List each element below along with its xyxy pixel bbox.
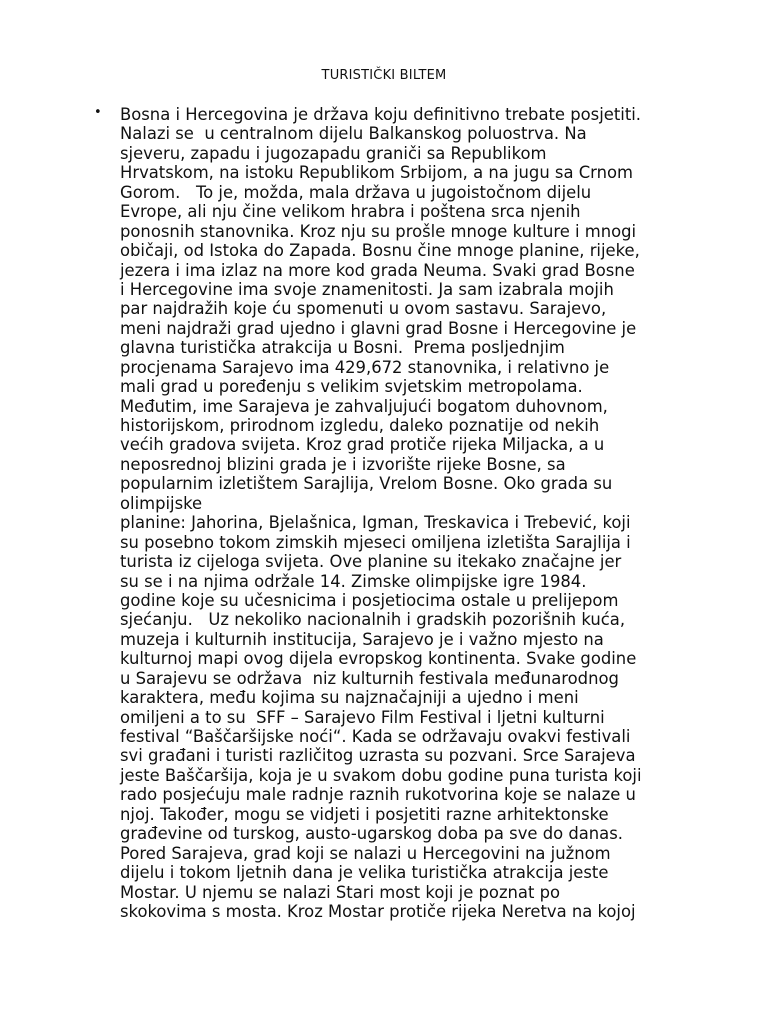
text-line: festival “Baščaršijske noći“. Kada se održavaju ovakvi festivali xyxy=(120,727,631,746)
text-line: rado posjećuju male radnje raznih rukotvorina koje se nalaze u xyxy=(120,785,636,805)
text-line: neposrednoj blizini grada je i izvorište rijeke Bosne, sa xyxy=(120,454,566,474)
text-line: godine koje su učesnicima i posjetiocima ostale u prelijepom xyxy=(120,590,619,610)
text-line: Hrvatskom, na istoku Republikom Srbijom, a na jugu sa Crnom xyxy=(120,163,634,183)
text-line: većih gradova svijeta. Kroz grad protiče rijeka Miljacka, a u xyxy=(120,435,605,455)
text-line: jezera i ima izlaz na more kod grada Neuma. Svaki grad Bosne xyxy=(120,260,635,280)
text-line: planine: Jahorina, Bjelašnica, Igman, Treskavica i Trebević, koji xyxy=(120,513,631,533)
text-line: karaktera, među kojima su najznačajniji a ujedno i meni xyxy=(120,688,579,708)
text-line: Bosna i Hercegovina je država koju definitivno trebate posjetiti. xyxy=(120,105,642,124)
bullet-point: • xyxy=(94,105,102,120)
text-line: par najdražih koje ću spomenuti u ovom sastavu. Sarajevo, xyxy=(120,299,607,319)
text-line: sjeveru, zapadu i jugozapadu graniči sa Republikom xyxy=(120,143,547,163)
text-line: u Sarajevu se održava niz kulturnih festivala međunarodnog xyxy=(120,668,619,688)
text-line: olimpijske xyxy=(120,493,203,513)
text-line: Pored Sarajeva, grad koji se nalazi u Hercegovini na južnom xyxy=(120,843,611,863)
text-line: Međutim, ime Sarajeva je zahvaljujući bogatom duhovnom, xyxy=(120,396,608,416)
text-line: Evrope, ali nju čine velikom hrabra i poštena srca njenih xyxy=(120,202,581,222)
text-line: procjenama Sarajevo ima 429,672 stanovnika, i relativno je xyxy=(120,357,610,377)
text-line: su posebno tokom zimskih mjeseci omiljena izletišta Sarajlija i xyxy=(120,532,631,552)
text-line: dijelu i tokom ljetnih dana je velika turistička atrakcija jeste xyxy=(120,863,609,883)
body-paragraph xyxy=(120,105,720,921)
text-line: jeste Baščaršija, koja je u svakom dobu godine puna turista koji xyxy=(120,765,642,785)
text-line: turista iz cijeloga svijeta. Ove planine su itekako značajne jer xyxy=(120,552,622,572)
text-line: svi građani i turisti različitog uzrasta su pozvani. Srce Sarajeva xyxy=(120,746,636,766)
text-line: običaji, od Istoka do Zapada. Bosnu čine mnoge planine, rijeke, xyxy=(120,241,640,261)
text-line: građevine od turskog, austo-ugarskog doba pa sve do danas. xyxy=(120,824,623,844)
text-line: skokovima s mosta. Kroz Mostar protiče rijeka Neretva na kojoj xyxy=(120,901,636,921)
text-line: kulturnoj mapi ovog dijela evropskog kontinenta. Svake godine xyxy=(120,649,637,669)
text-line: Gorom. To je, možda, mala država u jugoistočnom dijelu xyxy=(120,182,592,202)
text-line: njoj. Također, mogu se vidjeti i posjetiti razne arhitektonske xyxy=(120,804,609,824)
text-line: ponosnih stanovnika. Kroz nju su prošle mnoge kulture i mnogi xyxy=(120,221,637,241)
text-line: Mostar. U njemu se nalazi Stari most koji je poznat po xyxy=(120,882,561,902)
text-line: popularnim izletištem Sarajlija, Vrelom Bosne. Oko grada su xyxy=(120,474,613,494)
text-line: i Hercegovine ima svoje znamenitosti. Ja sam izabrala mojih xyxy=(120,279,614,299)
text-line: su se i na njima održale 14. Zimske olimpijske igre 1984. xyxy=(120,571,587,591)
text-line: sjećanju. Uz nekoliko nacionalnih i gradskih pozorišnih kuća, xyxy=(120,610,626,630)
text-line: meni najdraži grad ujedno i glavni grad Bosne i Hercegovine je xyxy=(120,318,637,338)
text-line: omiljeni a to su SFF – Sarajevo Film Festival i ljetni kulturni xyxy=(120,707,605,727)
text-line: historijskom, prirodnom izgledu, daleko poznatije od nekih xyxy=(120,416,600,435)
document-title: TURISTIČKI BILTEM xyxy=(321,68,447,83)
text-line: muzeja i kulturnih institucija, Sarajevo je i važno mjesto na xyxy=(120,629,604,649)
text-line: Nalazi se u centralnom dijelu Balkanskog poluostrva. Na xyxy=(120,124,587,144)
text-line: mali grad u poređenju s velikim svjetskim metropolama. xyxy=(120,377,583,397)
text-line: glavna turistička atrakcija u Bosni. Prema posljednjim xyxy=(120,338,565,358)
